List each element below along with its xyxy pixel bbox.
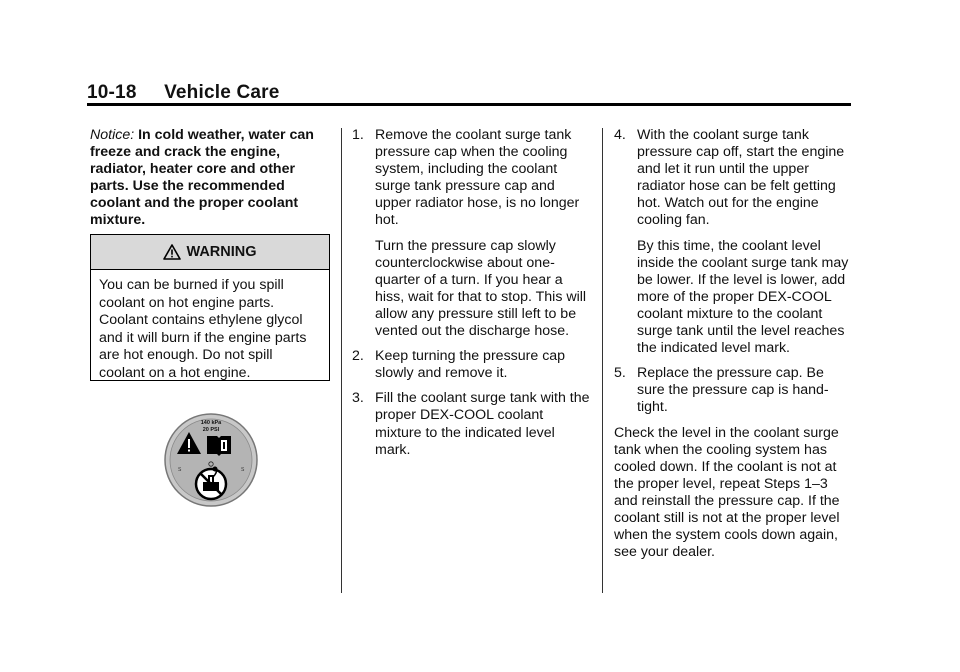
step-text: Keep turning the pressure cap slowly and remove it.	[375, 348, 566, 382]
svg-text:S: S	[241, 467, 245, 473]
step-text: Remove the coolant surge tank pressure cap when the cooling system, including the coolant surge tank pressure cap and upper radiator hose, is no longer hot.	[375, 127, 580, 229]
middle-column	[352, 127, 592, 467]
column-divider	[341, 128, 342, 593]
column-divider	[602, 128, 603, 593]
step-2	[352, 348, 592, 382]
cap-psi-label: 20 PSI	[202, 427, 220, 433]
step-5	[614, 365, 854, 416]
step-extra: By this time, the coolant level inside the coolant surge tank may be lower. If the level is lower, add more of the proper DEX-COOL coolant mixture to the coolant surge tank until the level reaches the indicated level mark.	[637, 237, 849, 357]
closing-paragraph: Check the level in the coolant surge tank when the cooling system has cooled down. If the coolant is not at the proper level, repeat Steps 1–3 and reinstall the pressure cap. If the coolant still is not at the proper level when the system cools down again, see your dealer.	[614, 424, 840, 561]
warning-body: You can be burned if you spill coolant on hot engine parts. Coolant contains ethylene glycol and it will burn if the engine parts are hot enough. Do not spill coolant on a hot engine.	[99, 277, 307, 381]
pressure-cap-icon	[163, 412, 259, 508]
warning-header	[91, 235, 329, 270]
right-column	[614, 127, 854, 561]
step-number: 4.	[614, 127, 626, 143]
step-text: With the coolant surge tank pressure cap off, start the engine and let it run until the upper radiator hose can be felt getting hot. Watch out for the engine cooling fan.	[637, 127, 845, 229]
step-number: 2.	[352, 348, 364, 365]
cap-pressure-label: 140 kPa	[200, 420, 222, 426]
step-4	[614, 127, 854, 357]
page-number: 10-18	[87, 82, 137, 103]
header-rule	[87, 103, 851, 106]
page-header	[87, 82, 851, 104]
notice-lead: Notice:	[90, 127, 135, 143]
step-3	[352, 390, 592, 458]
left-column	[90, 127, 330, 230]
notice	[90, 127, 330, 230]
section-title: Vehicle Care	[164, 82, 280, 103]
step-number: 5.	[614, 365, 626, 382]
step-text: Fill the coolant surge tank with the proper DEX-COOL coolant mixture to the indicated level mark.	[375, 390, 590, 458]
warning-title: WARNING	[186, 244, 257, 260]
notice-text: In cold weather, water can freeze and crack the engine, radiator, heater core and other parts. Use the recommended coolant and the proper coolant mixture.	[90, 127, 314, 229]
step-1	[352, 127, 592, 340]
step-text: Replace the pressure cap. Be sure the pressure cap is hand-tight.	[637, 365, 829, 416]
warning-triangle-icon	[163, 244, 181, 260]
step-number: 3.	[352, 390, 364, 407]
step-number: 1.	[352, 127, 364, 143]
step-extra: Turn the pressure cap slowly counterclockwise about one-quarter of a turn. If you hear a hiss, wait for that to stop. This will allow any pressure still left to be vented out the discharge hose.	[375, 237, 587, 340]
warning-box	[90, 234, 330, 381]
svg-text:S: S	[178, 467, 182, 473]
